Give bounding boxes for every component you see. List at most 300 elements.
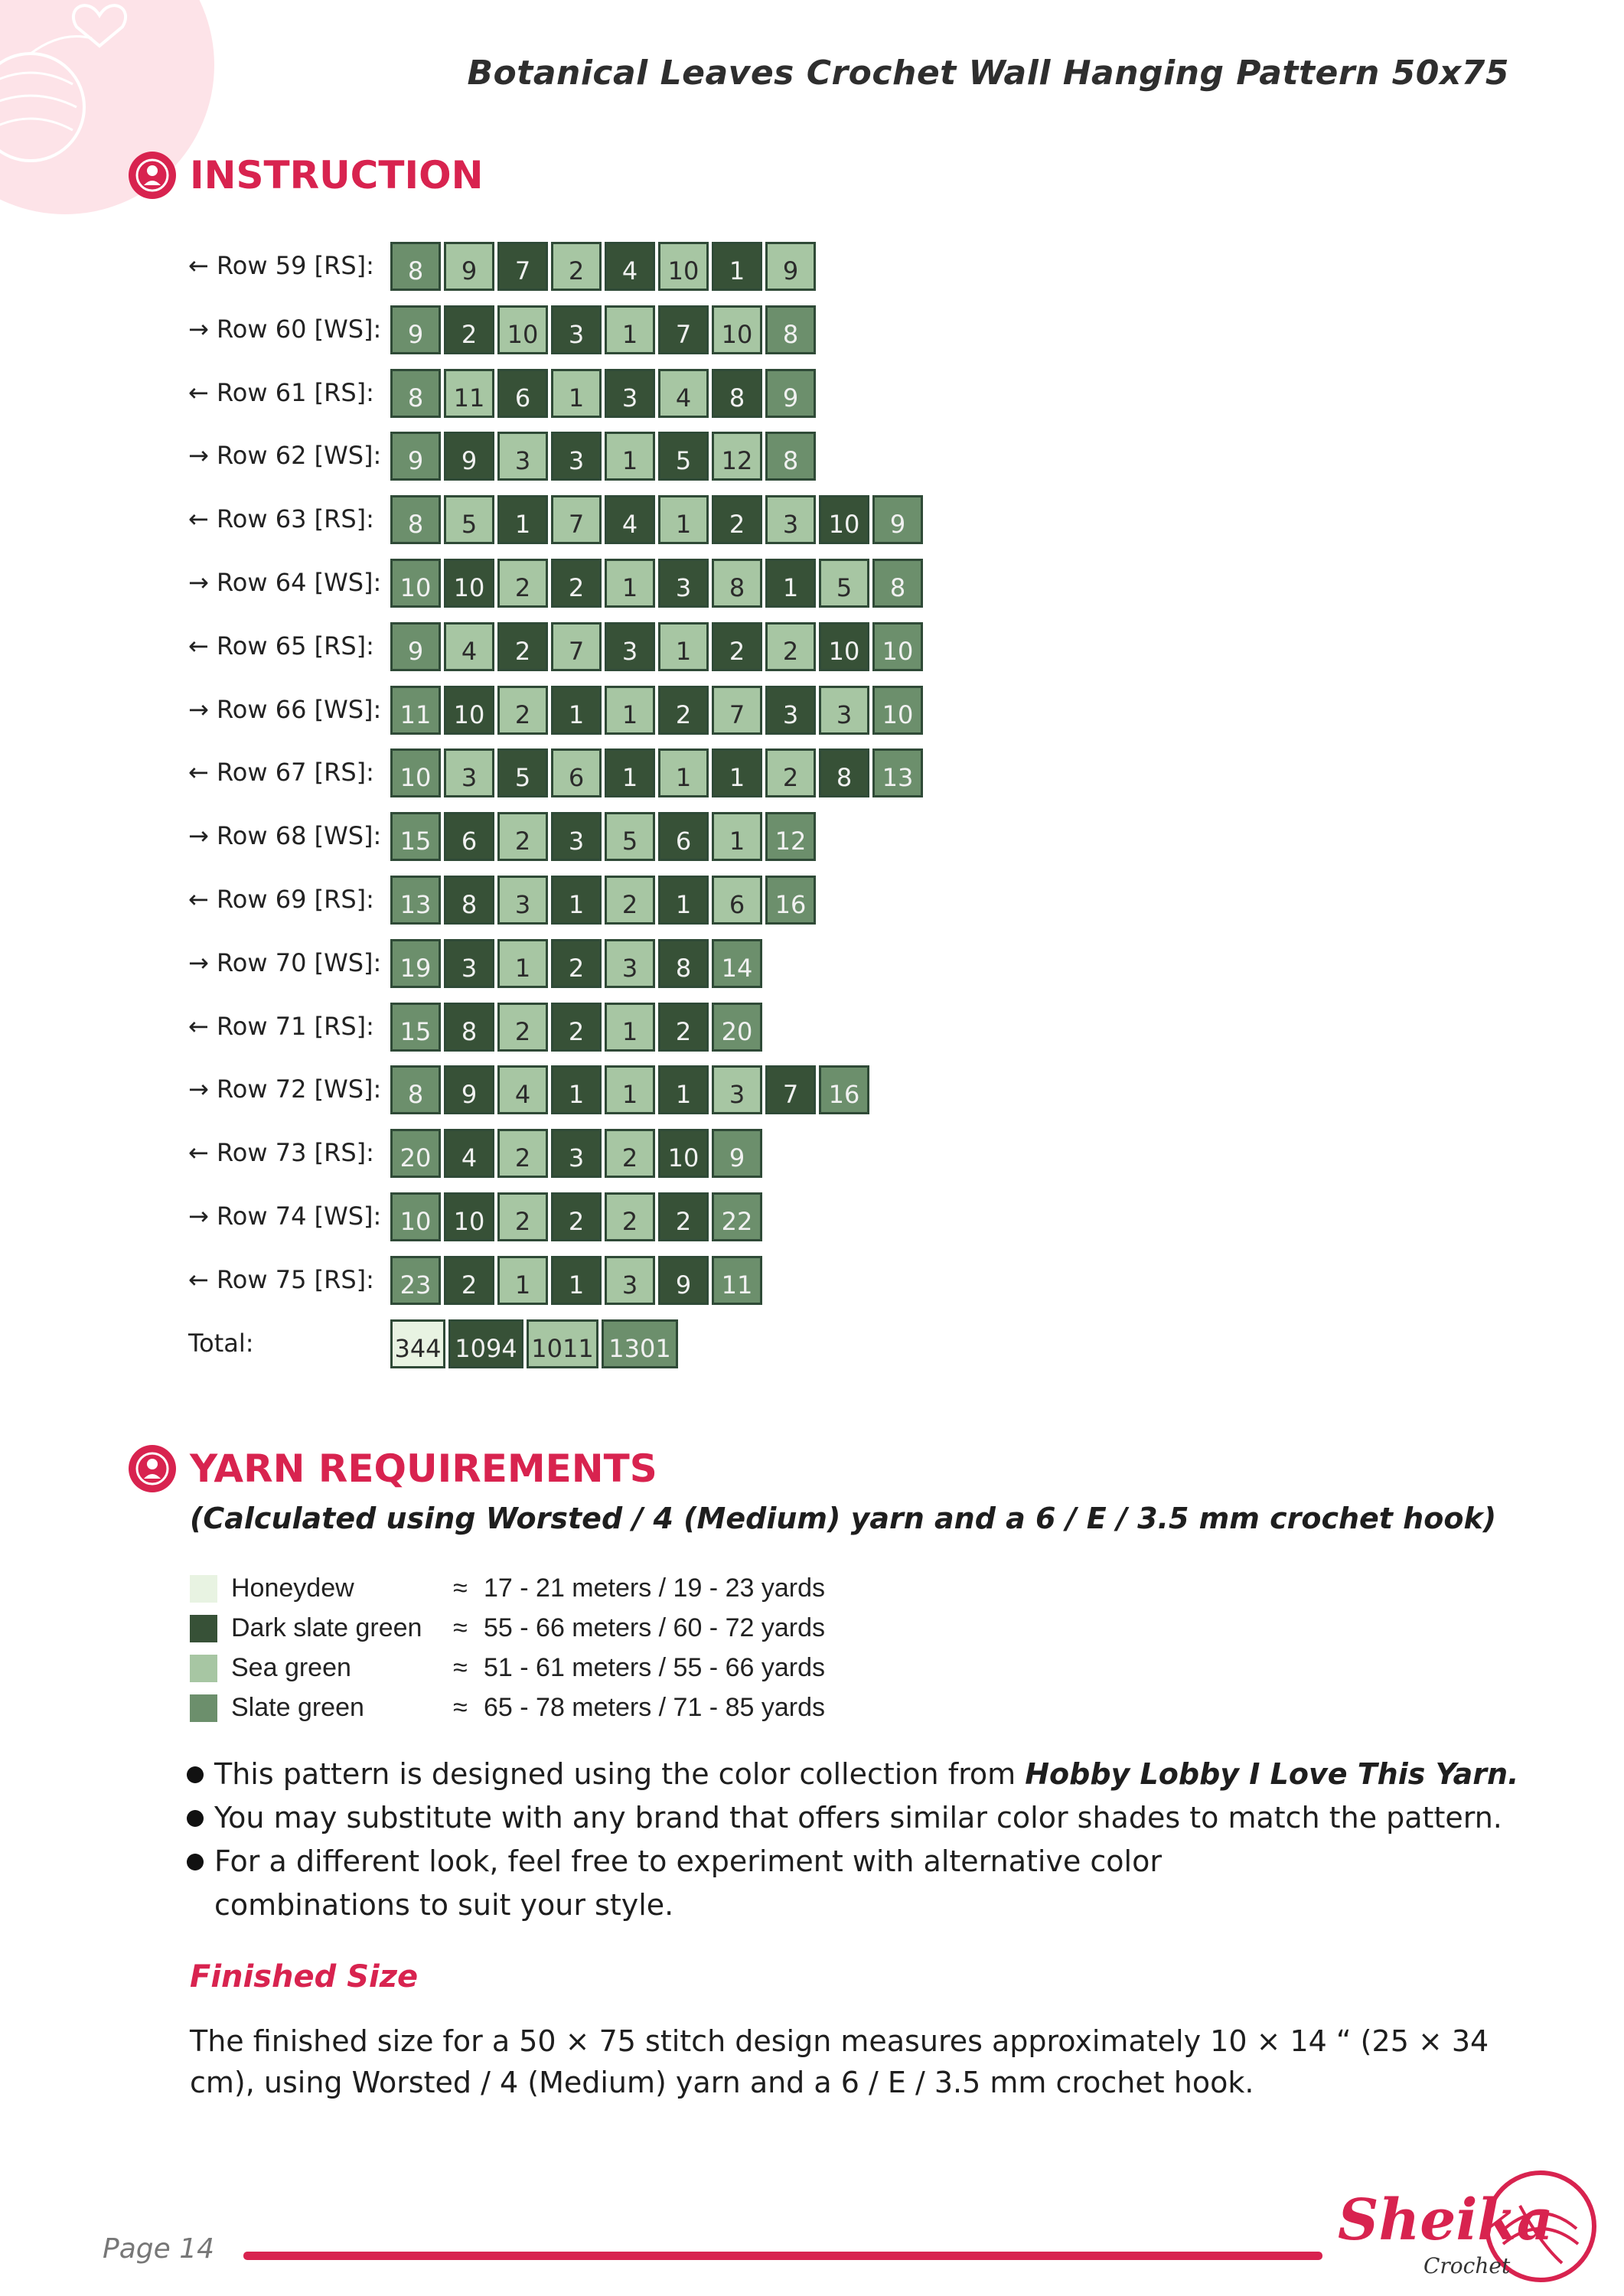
stitch-count-cell	[712, 559, 762, 608]
stitch-count: 3	[836, 700, 853, 729]
bullet-icon	[187, 1810, 204, 1827]
stitch-count-cell	[551, 1129, 602, 1178]
stitch-count: 2	[461, 320, 478, 349]
stitch-count: 5	[675, 446, 692, 475]
stitch-count-cell	[444, 622, 494, 671]
stitch-count: 2	[729, 510, 745, 539]
stitch-count: 10	[399, 763, 432, 792]
instruction-title: INSTRUCTION	[190, 153, 484, 197]
stitch-count: 9	[729, 1143, 745, 1172]
stitch-count: 7	[568, 637, 585, 666]
stitch-count-cell	[872, 559, 923, 608]
stitch-count-cell	[551, 305, 602, 354]
total-cells	[390, 1319, 681, 1368]
stitch-count: 3	[675, 573, 692, 602]
stitch-count-cell	[712, 876, 762, 925]
stitch-count-cell	[390, 495, 441, 544]
stitch-cells	[390, 495, 926, 544]
stitch-count: 6	[675, 827, 692, 856]
bullet-icon	[187, 1766, 204, 1783]
stitch-count-cell	[551, 1256, 602, 1305]
stitch-count: 6	[568, 763, 585, 792]
stitch-count: 6	[461, 827, 478, 856]
stitch-count-cell	[712, 369, 762, 418]
stitch-count: 19	[399, 954, 432, 983]
stitch-count-cell	[605, 876, 655, 925]
stitch-count: 9	[407, 637, 424, 666]
stitch-count: 23	[399, 1270, 432, 1300]
stitch-count-cell	[658, 369, 709, 418]
total-label: Total:	[188, 1329, 254, 1358]
stitch-count: 16	[828, 1080, 860, 1109]
stitch-count-cell	[444, 686, 494, 735]
stitch-count: 1	[568, 383, 585, 413]
row-label: ← Row 73 [RS]:	[188, 1138, 374, 1167]
row-label: → Row 68 [WS]:	[188, 821, 382, 850]
row-label: → Row 66 [WS]:	[188, 695, 382, 724]
stitch-count: 9	[889, 510, 906, 539]
stitch-count: 1	[514, 1270, 531, 1300]
stitch-cells	[390, 559, 926, 608]
stitch-count-cell	[551, 748, 602, 797]
stitch-count: 5	[514, 763, 531, 792]
stitch-count-cell	[712, 432, 762, 481]
row-label: ← Row 65 [RS]:	[188, 631, 374, 660]
stitch-count-cell	[444, 1129, 494, 1178]
stitch-count: 2	[568, 256, 585, 285]
stitch-count: 9	[407, 320, 424, 349]
row-label: → Row 62 [WS]:	[188, 441, 382, 470]
stitch-count-cell	[551, 369, 602, 418]
stitch-count-cell	[605, 1065, 655, 1114]
row-label: → Row 74 [WS]:	[188, 1202, 382, 1231]
stitch-count: 1	[621, 573, 638, 602]
stitch-count: 2	[675, 1017, 692, 1046]
instruction-heading	[129, 152, 483, 199]
stitch-count-cell	[765, 876, 816, 925]
stitch-count-cell	[872, 495, 923, 544]
color-swatch	[190, 1694, 217, 1722]
row-label: → Row 70 [WS]:	[188, 948, 382, 977]
stitch-count-cell	[444, 559, 494, 608]
stitch-count-cell	[551, 495, 602, 544]
yarn-amount: 17 - 21 meters / 19 - 23 yards	[484, 1574, 825, 1603]
stitch-count-cell	[551, 432, 602, 481]
stitch-count: 4	[675, 383, 692, 413]
stitch-count-cell	[658, 1129, 709, 1178]
yarn-notes	[184, 1753, 1531, 1927]
stitch-count-cell	[497, 1256, 548, 1305]
stitch-count-cell	[872, 748, 923, 797]
stitch-count-cell	[497, 1192, 548, 1241]
stitch-count: 2	[675, 700, 692, 729]
row-label: → Row 72 [WS]:	[188, 1075, 382, 1104]
stitch-count-cell	[658, 812, 709, 861]
stitch-count-cell	[551, 1065, 602, 1114]
row-label: ← Row 63 [RS]:	[188, 504, 374, 533]
stitch-count-cell	[390, 1003, 441, 1052]
stitch-count: 3	[514, 446, 531, 475]
stitch-count-cell	[712, 748, 762, 797]
stitch-count-cell	[765, 622, 816, 671]
stitch-count-cell	[605, 559, 655, 608]
stitch-count-cell	[765, 369, 816, 418]
stitch-count-cell	[390, 1192, 441, 1241]
stitch-count-cell	[390, 369, 441, 418]
stitch-cells	[390, 1129, 765, 1178]
stitch-count-cell	[444, 495, 494, 544]
stitch-count: 1	[568, 700, 585, 729]
stitch-count-cell	[551, 686, 602, 735]
stitch-count: 8	[836, 763, 853, 792]
stitch-count-cell	[819, 686, 869, 735]
stitch-count-cell	[605, 1003, 655, 1052]
stitch-cells	[390, 369, 819, 418]
stitch-count-cell	[605, 432, 655, 481]
stitch-count-cell	[605, 686, 655, 735]
stitch-count-cell	[497, 939, 548, 988]
stitch-count: 10	[667, 1143, 699, 1172]
stitch-count-cell	[712, 305, 762, 354]
stitch-count: 10	[882, 637, 914, 666]
logo-wordmark: Sheika	[1338, 2187, 1554, 2253]
stitch-count: 3	[621, 383, 638, 413]
stitch-count-cell	[390, 876, 441, 925]
stitch-count: 7	[729, 700, 745, 729]
stitch-count: 10	[882, 700, 914, 729]
approx-symbol: ≈	[453, 1693, 468, 1722]
stitch-count: 8	[782, 446, 799, 475]
stitch-count: 10	[453, 1207, 485, 1236]
stitch-count: 4	[461, 1143, 478, 1172]
stitch-count-cell	[712, 495, 762, 544]
stitch-count: 6	[514, 383, 531, 413]
stitch-count: 8	[782, 320, 799, 349]
stitch-count-cell	[390, 686, 441, 735]
stitch-count: 15	[399, 827, 432, 856]
document-title: Botanical Leaves Crochet Wall Hanging Pattern 50x75	[467, 54, 1509, 93]
stitch-count-cell	[712, 1192, 762, 1241]
stitch-count: 13	[399, 890, 432, 919]
stitch-count-cell	[819, 495, 869, 544]
stitch-count-cell	[765, 812, 816, 861]
stitch-count-cell	[658, 876, 709, 925]
stitch-count: 3	[568, 446, 585, 475]
footer-divider	[243, 2252, 1322, 2260]
stitch-count: 7	[514, 256, 531, 285]
yarn-badge-icon	[129, 1445, 176, 1492]
stitch-count-cell	[765, 559, 816, 608]
yarn-requirements-heading	[129, 1445, 657, 1492]
stitch-count: 1	[568, 890, 585, 919]
stitch-count: 1	[514, 954, 531, 983]
stitch-count: 1	[675, 763, 692, 792]
stitch-count: 2	[514, 1207, 531, 1236]
stitch-cells	[390, 432, 819, 481]
stitch-count-cell	[390, 1065, 441, 1114]
stitch-count: 12	[721, 446, 753, 475]
color-name: Slate green	[231, 1693, 364, 1722]
stitch-count: 11	[399, 700, 432, 729]
page-number: Page 14	[103, 2233, 215, 2265]
stitch-count: 16	[774, 890, 807, 919]
stitch-count: 2	[514, 637, 531, 666]
stitch-count-cell	[390, 305, 441, 354]
row-label: ← Row 75 [RS]:	[188, 1265, 374, 1294]
row-label: → Row 60 [WS]:	[188, 315, 382, 344]
stitch-count-cell	[819, 1065, 869, 1114]
stitch-count: 2	[621, 890, 638, 919]
stitch-count: 2	[514, 573, 531, 602]
stitch-count: 2	[568, 1017, 585, 1046]
color-swatch	[190, 1615, 217, 1642]
stitch-count-cell	[390, 748, 441, 797]
stitch-count-cell	[551, 812, 602, 861]
stitch-count: 8	[729, 573, 745, 602]
stitch-count: 7	[675, 320, 692, 349]
stitch-count-cell	[605, 812, 655, 861]
note-item	[184, 1796, 1531, 1840]
note-text: You may substitute with any brand that offers similar color shades to match the pattern.	[214, 1801, 1502, 1835]
stitch-count: 22	[721, 1207, 753, 1236]
stitch-count: 3	[568, 827, 585, 856]
stitch-count: 2	[621, 1207, 638, 1236]
stitch-count-cell	[712, 242, 762, 291]
stitch-count-cell	[551, 559, 602, 608]
row-label: → Row 64 [WS]:	[188, 568, 382, 597]
stitch-count: 3	[461, 954, 478, 983]
stitch-count: 2	[514, 1017, 531, 1046]
stitch-count-cell	[658, 1065, 709, 1114]
stitch-count-cell	[551, 1192, 602, 1241]
stitch-count-cell	[551, 876, 602, 925]
stitch-count: 3	[461, 763, 478, 792]
note-item	[184, 1753, 1531, 1796]
stitch-count: 6	[729, 890, 745, 919]
stitch-count-cell	[765, 432, 816, 481]
stitch-count: 7	[568, 510, 585, 539]
stitch-count-cell	[497, 1003, 548, 1052]
stitch-count: 1	[675, 1080, 692, 1109]
stitch-count-cell	[658, 686, 709, 735]
stitch-count-cell	[497, 876, 548, 925]
stitch-count: 20	[399, 1143, 432, 1172]
stitch-count: 2	[621, 1143, 638, 1172]
stitch-count: 4	[461, 637, 478, 666]
stitch-count: 2	[568, 573, 585, 602]
stitch-count: 11	[721, 1270, 753, 1300]
stitch-count-cell	[872, 622, 923, 671]
brand-logo	[1338, 2170, 1598, 2296]
stitch-count-cell	[444, 432, 494, 481]
row-label: ← Row 71 [RS]:	[188, 1012, 374, 1041]
stitch-cells	[390, 686, 926, 735]
note-text: This pattern is designed using the color collection from	[214, 1757, 1026, 1791]
stitch-count-cell	[497, 686, 548, 735]
stitch-count: 13	[882, 763, 914, 792]
stitch-count: 1	[675, 890, 692, 919]
stitch-count-cell	[658, 242, 709, 291]
stitch-count: 5	[836, 573, 853, 602]
stitch-count: 20	[721, 1017, 753, 1046]
stitch-count: 11	[453, 383, 485, 413]
stitch-count-cell	[712, 1065, 762, 1114]
stitch-count: 10	[399, 1207, 432, 1236]
stitch-count-cell	[605, 242, 655, 291]
stitch-cells	[390, 242, 819, 291]
stitch-count: 8	[407, 383, 424, 413]
stitch-count: 2	[782, 763, 799, 792]
stitch-count-cell	[658, 559, 709, 608]
stitch-count: 10	[828, 510, 860, 539]
stitch-count-cell	[497, 622, 548, 671]
stitch-count: 1	[621, 1017, 638, 1046]
stitch-count: 8	[407, 1080, 424, 1109]
stitch-count-cell	[605, 305, 655, 354]
stitch-count: 3	[729, 1080, 745, 1109]
stitch-count-cell	[497, 242, 548, 291]
stitch-count-cell	[605, 495, 655, 544]
stitch-count-cell	[765, 686, 816, 735]
row-label: ← Row 69 [RS]:	[188, 885, 374, 914]
stitch-count: 9	[782, 256, 799, 285]
stitch-count: 1	[675, 510, 692, 539]
stitch-count: 14	[721, 954, 753, 983]
stitch-count: 2	[782, 637, 799, 666]
stitch-count-cell	[551, 1003, 602, 1052]
stitch-count: 10	[453, 573, 485, 602]
approx-symbol: ≈	[453, 1574, 468, 1603]
stitch-count-cell	[444, 748, 494, 797]
stitch-count: 3	[568, 1143, 585, 1172]
total-count-cell: 1301	[602, 1319, 678, 1368]
stitch-count-cell	[497, 1065, 548, 1114]
stitch-count-cell	[658, 495, 709, 544]
yarn-requirements-title: YARN REQUIREMENTS	[190, 1446, 657, 1491]
stitch-count-cell	[712, 1129, 762, 1178]
stitch-count: 1	[621, 320, 638, 349]
stitch-count-cell	[712, 686, 762, 735]
stitch-count: 2	[675, 1207, 692, 1236]
stitch-count-cell	[605, 1192, 655, 1241]
stitch-count-cell	[658, 1192, 709, 1241]
stitch-count-cell	[765, 495, 816, 544]
stitch-count-cell	[390, 812, 441, 861]
stitch-count-cell	[819, 622, 869, 671]
stitch-count-cell	[390, 622, 441, 671]
stitch-count-cell	[444, 369, 494, 418]
stitch-count-cell	[605, 1129, 655, 1178]
stitch-count: 9	[675, 1270, 692, 1300]
stitch-count-cell	[872, 686, 923, 735]
stitch-count: 1	[729, 256, 745, 285]
stitch-count-cell	[497, 432, 548, 481]
stitch-count-cell	[444, 1003, 494, 1052]
finished-size-text: The finished size for a 50 × 75 stitch design measures approximately 10 × 14 “ (25 × 34 cm), using Worsted / 4 (Medium) yarn and a 6 / E / 3.5 mm crochet hook.	[190, 2024, 1489, 2099]
total-count-cell: 1011	[527, 1319, 598, 1368]
stitch-count: 1	[568, 1080, 585, 1109]
stitch-count: 10	[507, 320, 539, 349]
stitch-count: 2	[514, 700, 531, 729]
note-item	[184, 1840, 1316, 1927]
total-count-cell: 344	[390, 1319, 445, 1368]
stitch-count-cell	[765, 1065, 816, 1114]
stitch-count: 9	[461, 1080, 478, 1109]
stitch-count-cell	[605, 748, 655, 797]
stitch-count-cell	[712, 1003, 762, 1052]
stitch-count: 9	[782, 383, 799, 413]
stitch-count-cell	[551, 242, 602, 291]
stitch-count-cell	[712, 1256, 762, 1305]
color-swatch	[190, 1575, 217, 1603]
stitch-cells	[390, 748, 926, 797]
row-label: ← Row 59 [RS]:	[188, 251, 374, 280]
stitch-count-cell	[444, 876, 494, 925]
row-label: ← Row 61 [RS]:	[188, 378, 374, 407]
stitch-count-cell	[497, 812, 548, 861]
stitch-count: 1	[514, 510, 531, 539]
stitch-count-cell	[658, 622, 709, 671]
stitch-count-cell	[444, 1256, 494, 1305]
stitch-count-cell	[390, 559, 441, 608]
stitch-count: 1	[729, 827, 745, 856]
stitch-count-cell	[658, 432, 709, 481]
yarn-amount: 51 - 61 meters / 55 - 66 yards	[484, 1653, 825, 1682]
stitch-count-cell	[390, 1129, 441, 1178]
stitch-count: 3	[621, 637, 638, 666]
stitch-count-cell	[605, 1256, 655, 1305]
note-text: For a different look, feel free to experiment with alternative color combinations to suit your style.	[214, 1844, 1162, 1922]
stitch-count: 3	[621, 954, 638, 983]
stitch-count: 4	[514, 1080, 531, 1109]
stitch-count-cell	[658, 1003, 709, 1052]
stitch-count: 3	[514, 890, 531, 919]
stitch-cells	[390, 1003, 765, 1052]
stitch-count-cell	[497, 305, 548, 354]
stitch-count: 9	[407, 446, 424, 475]
stitch-cells	[390, 812, 819, 861]
stitch-count: 2	[461, 1270, 478, 1300]
stitch-count: 10	[667, 256, 699, 285]
yarn-calculation-note: (Calculated using Worsted / 4 (Medium) yarn and a 6 / E / 3.5 mm crochet hook)	[190, 1502, 1497, 1535]
stitch-count: 4	[621, 510, 638, 539]
stitch-count: 10	[453, 700, 485, 729]
stitch-count: 2	[514, 1143, 531, 1172]
stitch-count-cell	[712, 939, 762, 988]
yarn-amount: 55 - 66 meters / 60 - 72 yards	[484, 1613, 825, 1642]
stitch-count-cell	[819, 559, 869, 608]
stitch-count: 1	[675, 637, 692, 666]
stitch-count: 1	[621, 1080, 638, 1109]
stitch-count: 15	[399, 1017, 432, 1046]
stitch-count-cell	[497, 495, 548, 544]
stitch-count-cell	[658, 748, 709, 797]
stitch-count-cell	[765, 305, 816, 354]
color-name: Honeydew	[231, 1574, 354, 1603]
stitch-count-cell	[765, 748, 816, 797]
approx-symbol: ≈	[453, 1613, 468, 1642]
stitch-count-cell	[605, 939, 655, 988]
stitch-count: 12	[774, 827, 807, 856]
stitch-cells	[390, 1192, 765, 1241]
stitch-count: 1	[621, 446, 638, 475]
stitch-cells	[390, 876, 819, 925]
stitch-count-cell	[390, 242, 441, 291]
stitch-count: 3	[568, 320, 585, 349]
stitch-count: 10	[399, 573, 432, 602]
color-name: Sea green	[231, 1653, 351, 1682]
stitch-count-cell	[658, 1256, 709, 1305]
